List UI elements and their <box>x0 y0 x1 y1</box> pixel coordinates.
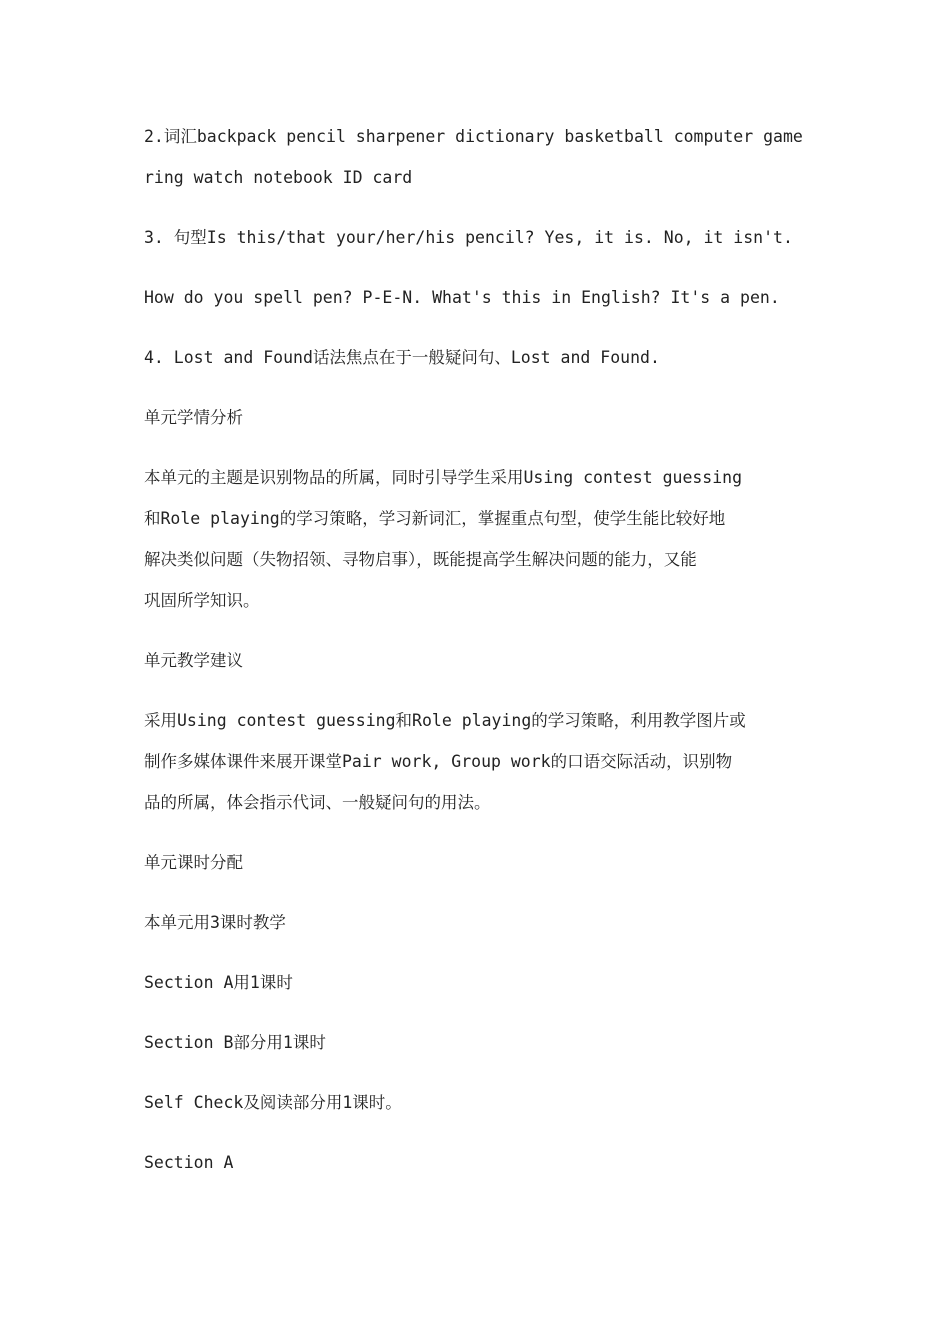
periods-section-a-line: Section A用1课时 <box>144 973 293 992</box>
section-heading-analysis: 单元学情分析 <box>144 408 243 427</box>
analysis-paragraph-line-2: 和Role playing的学习策略，学习新词汇，掌握重点句型，使学生能比较好地 <box>144 509 726 528</box>
analysis-paragraph-line-1: 本单元的主题是识别物品的所属，同时引导学生采用Using contest guessing <box>144 468 743 487</box>
analysis-paragraph-line-4: 巩固所学知识。 <box>144 591 260 610</box>
section-heading-suggestions: 单元教学建议 <box>144 651 243 670</box>
analysis-paragraph-line-3: 解决类似问题（失物招领、寻物启事），既能提高学生解决问题的能力，又能 <box>144 550 697 569</box>
section-a-heading: Section A <box>144 1153 234 1172</box>
section-heading-periods: 单元课时分配 <box>144 853 243 872</box>
sentence-pattern-line-2: How do you spell pen? P-E-N. What's this in English? It's a pen. <box>144 288 780 307</box>
suggestions-paragraph-line-1: 采用Using contest guessing和Role playing的学习策略，利用教学图片或 <box>144 711 746 730</box>
periods-self-check-line: Self Check及阅读部分用1课时。 <box>144 1093 402 1112</box>
suggestions-paragraph-line-2: 制作多媒体课件来展开课堂Pair work, Group work的口语交际活动，识别物 <box>144 752 733 771</box>
vocabulary-line-2: ring watch notebook ID card <box>144 168 413 187</box>
sentence-pattern-line-1: 3. 句型Is this/that your/her/his pencil? Yes, it is. No, it isn't. <box>144 228 793 247</box>
suggestions-paragraph-line-3: 品的所属，体会指示代词、一般疑问句的用法。 <box>144 793 491 812</box>
vocabulary-line-1: 2.词汇backpack pencil sharpener dictionary basketball computer game <box>144 127 803 146</box>
grammar-focus-line: 4. Lost and Found话法焦点在于一般疑问句、Lost and Found. <box>144 348 660 367</box>
periods-section-b-line: Section B部分用1课时 <box>144 1033 326 1052</box>
periods-total-line: 本单元用3课时教学 <box>144 913 286 932</box>
